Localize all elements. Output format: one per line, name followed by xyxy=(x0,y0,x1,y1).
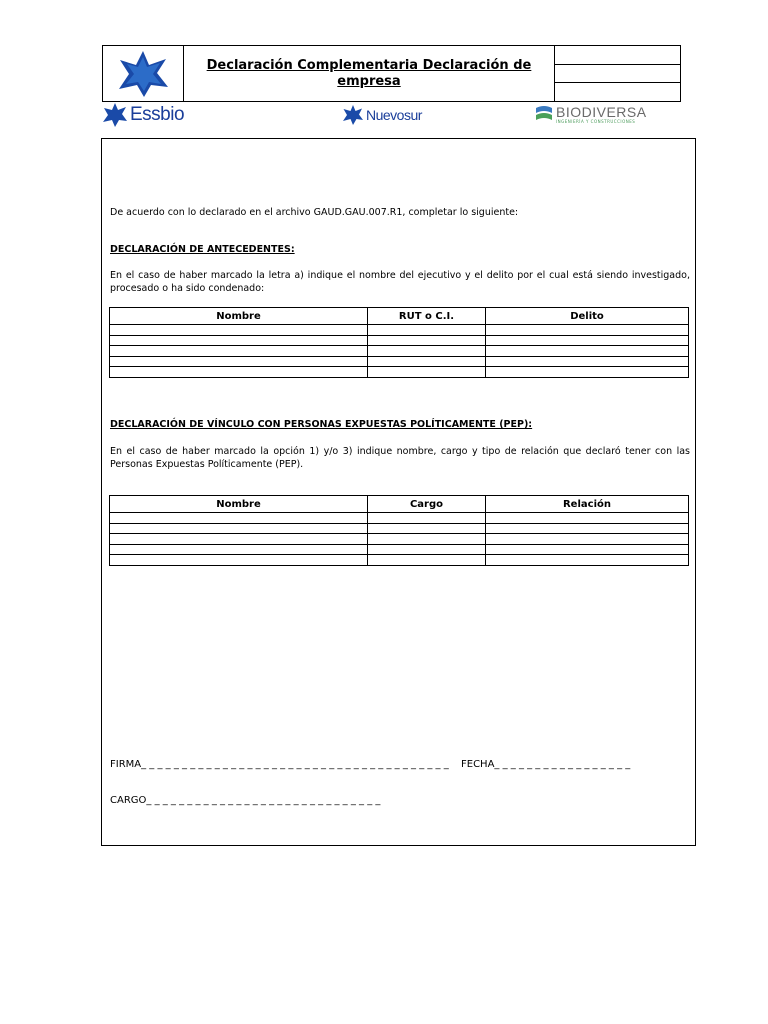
header-meta-cell xyxy=(555,65,680,84)
table-cell[interactable] xyxy=(368,335,486,346)
table-row xyxy=(110,544,689,555)
table-cell[interactable] xyxy=(486,367,689,378)
table-header-row xyxy=(110,308,689,325)
table-row xyxy=(110,555,689,566)
table-cell[interactable] xyxy=(110,534,368,545)
table-row xyxy=(110,335,689,346)
table-cell[interactable] xyxy=(110,555,368,566)
table-cell[interactable] xyxy=(486,555,689,566)
section-antecedentes-heading: DECLARACIÓN DE ANTECEDENTES: xyxy=(110,244,295,255)
table-cell[interactable] xyxy=(486,513,689,524)
document-header xyxy=(102,45,681,102)
biodiversa-logo-icon xyxy=(534,104,554,124)
table-header-row xyxy=(110,496,689,513)
header-meta-cell xyxy=(555,46,680,65)
cargo-field[interactable]: CARGO_ _ _ _ _ _ _ _ _ _ _ _ _ _ _ _ _ _ _ _ _ _ _ _ _ _ _ _ _ xyxy=(110,795,381,806)
table-cell[interactable] xyxy=(368,325,486,336)
essbio-logo-text: Essbio xyxy=(130,104,185,125)
table-cell[interactable] xyxy=(486,356,689,367)
column-header-relacion: Relación xyxy=(486,496,689,513)
nuevosur-logo-icon xyxy=(342,104,364,126)
intro-text: De acuerdo con lo declarado en el archivo GAUD.GAU.007.R1, completar lo siguiente: xyxy=(110,207,519,218)
table-cell[interactable] xyxy=(368,523,486,534)
table-row xyxy=(110,356,689,367)
column-header-rut: RUT o C.I. xyxy=(368,308,486,325)
table-cell[interactable] xyxy=(368,555,486,566)
table-cell[interactable] xyxy=(110,346,368,357)
table-cell[interactable] xyxy=(486,534,689,545)
biodiversa-logo-text: BIODIVERSA xyxy=(556,103,647,120)
section-antecedentes-paragraph: En el caso de haber marcado la letra a) indique el nombre del ejecutivo y el delito por el cual está siendo investigado, procesado o ha sido condenado: xyxy=(110,270,690,294)
table-row xyxy=(110,346,689,357)
table-cell[interactable] xyxy=(110,335,368,346)
table-cell[interactable] xyxy=(368,367,486,378)
biodiversa-logo xyxy=(534,104,647,124)
essbio-logo xyxy=(102,102,184,128)
essbio-star-icon xyxy=(116,49,170,99)
table-cell[interactable] xyxy=(486,335,689,346)
table-row xyxy=(110,513,689,524)
table-cell[interactable] xyxy=(486,544,689,555)
table-cell[interactable] xyxy=(368,544,486,555)
header-logo-cell xyxy=(103,46,184,101)
table-cell[interactable] xyxy=(110,356,368,367)
header-meta-cell xyxy=(555,83,680,101)
table-cell[interactable] xyxy=(368,346,486,357)
column-header-nombre: Nombre xyxy=(110,496,368,513)
nuevosur-logo-text: Nuevosur xyxy=(366,107,422,123)
firma-field[interactable]: FIRMA_ _ _ _ _ _ _ _ _ _ _ _ _ _ _ _ _ _ _ _ _ _ _ _ _ _ _ _ _ _ _ _ _ _ _ _ _ _ xyxy=(110,759,449,770)
table-cell[interactable] xyxy=(486,325,689,336)
logos-row xyxy=(102,102,681,132)
table-row xyxy=(110,534,689,545)
column-header-nombre: Nombre xyxy=(110,308,368,325)
table-cell[interactable] xyxy=(486,346,689,357)
table-cell[interactable] xyxy=(110,367,368,378)
column-header-delito: Delito xyxy=(486,308,689,325)
table-cell[interactable] xyxy=(110,523,368,534)
form-body xyxy=(101,138,696,846)
table-cell[interactable] xyxy=(486,523,689,534)
table-row xyxy=(110,325,689,336)
pep-table xyxy=(109,495,689,566)
nuevosur-logo xyxy=(342,104,422,126)
section-pep-heading: DECLARACIÓN DE VÍNCULO CON PERSONAS EXPUESTAS POLÍTICAMENTE (PEP): xyxy=(110,419,533,430)
essbio-logo-icon xyxy=(102,102,128,128)
table-cell[interactable] xyxy=(110,325,368,336)
table-cell[interactable] xyxy=(110,544,368,555)
antecedentes-table xyxy=(109,307,689,378)
document-title: Declaración Complementaria Declaración de empresa xyxy=(184,46,555,101)
section-pep-paragraph: En el caso de haber marcado la opción 1) y/o 3) indique nombre, cargo y tipo de relación que declaró tener con las Personas Expuestas Políticamente (PEP). xyxy=(110,446,690,470)
column-header-cargo: Cargo xyxy=(368,496,486,513)
table-cell[interactable] xyxy=(368,356,486,367)
table-cell[interactable] xyxy=(110,513,368,524)
table-row xyxy=(110,367,689,378)
table-cell[interactable] xyxy=(368,513,486,524)
fecha-field[interactable]: FECHA_ _ _ _ _ _ _ _ _ _ _ _ _ _ _ _ _ xyxy=(461,759,631,770)
biodiversa-tagline: INGENIERÍA Y CONSTRUCCIONES xyxy=(556,118,636,124)
table-row xyxy=(110,523,689,534)
header-meta-cells xyxy=(555,46,680,101)
table-cell[interactable] xyxy=(368,534,486,545)
